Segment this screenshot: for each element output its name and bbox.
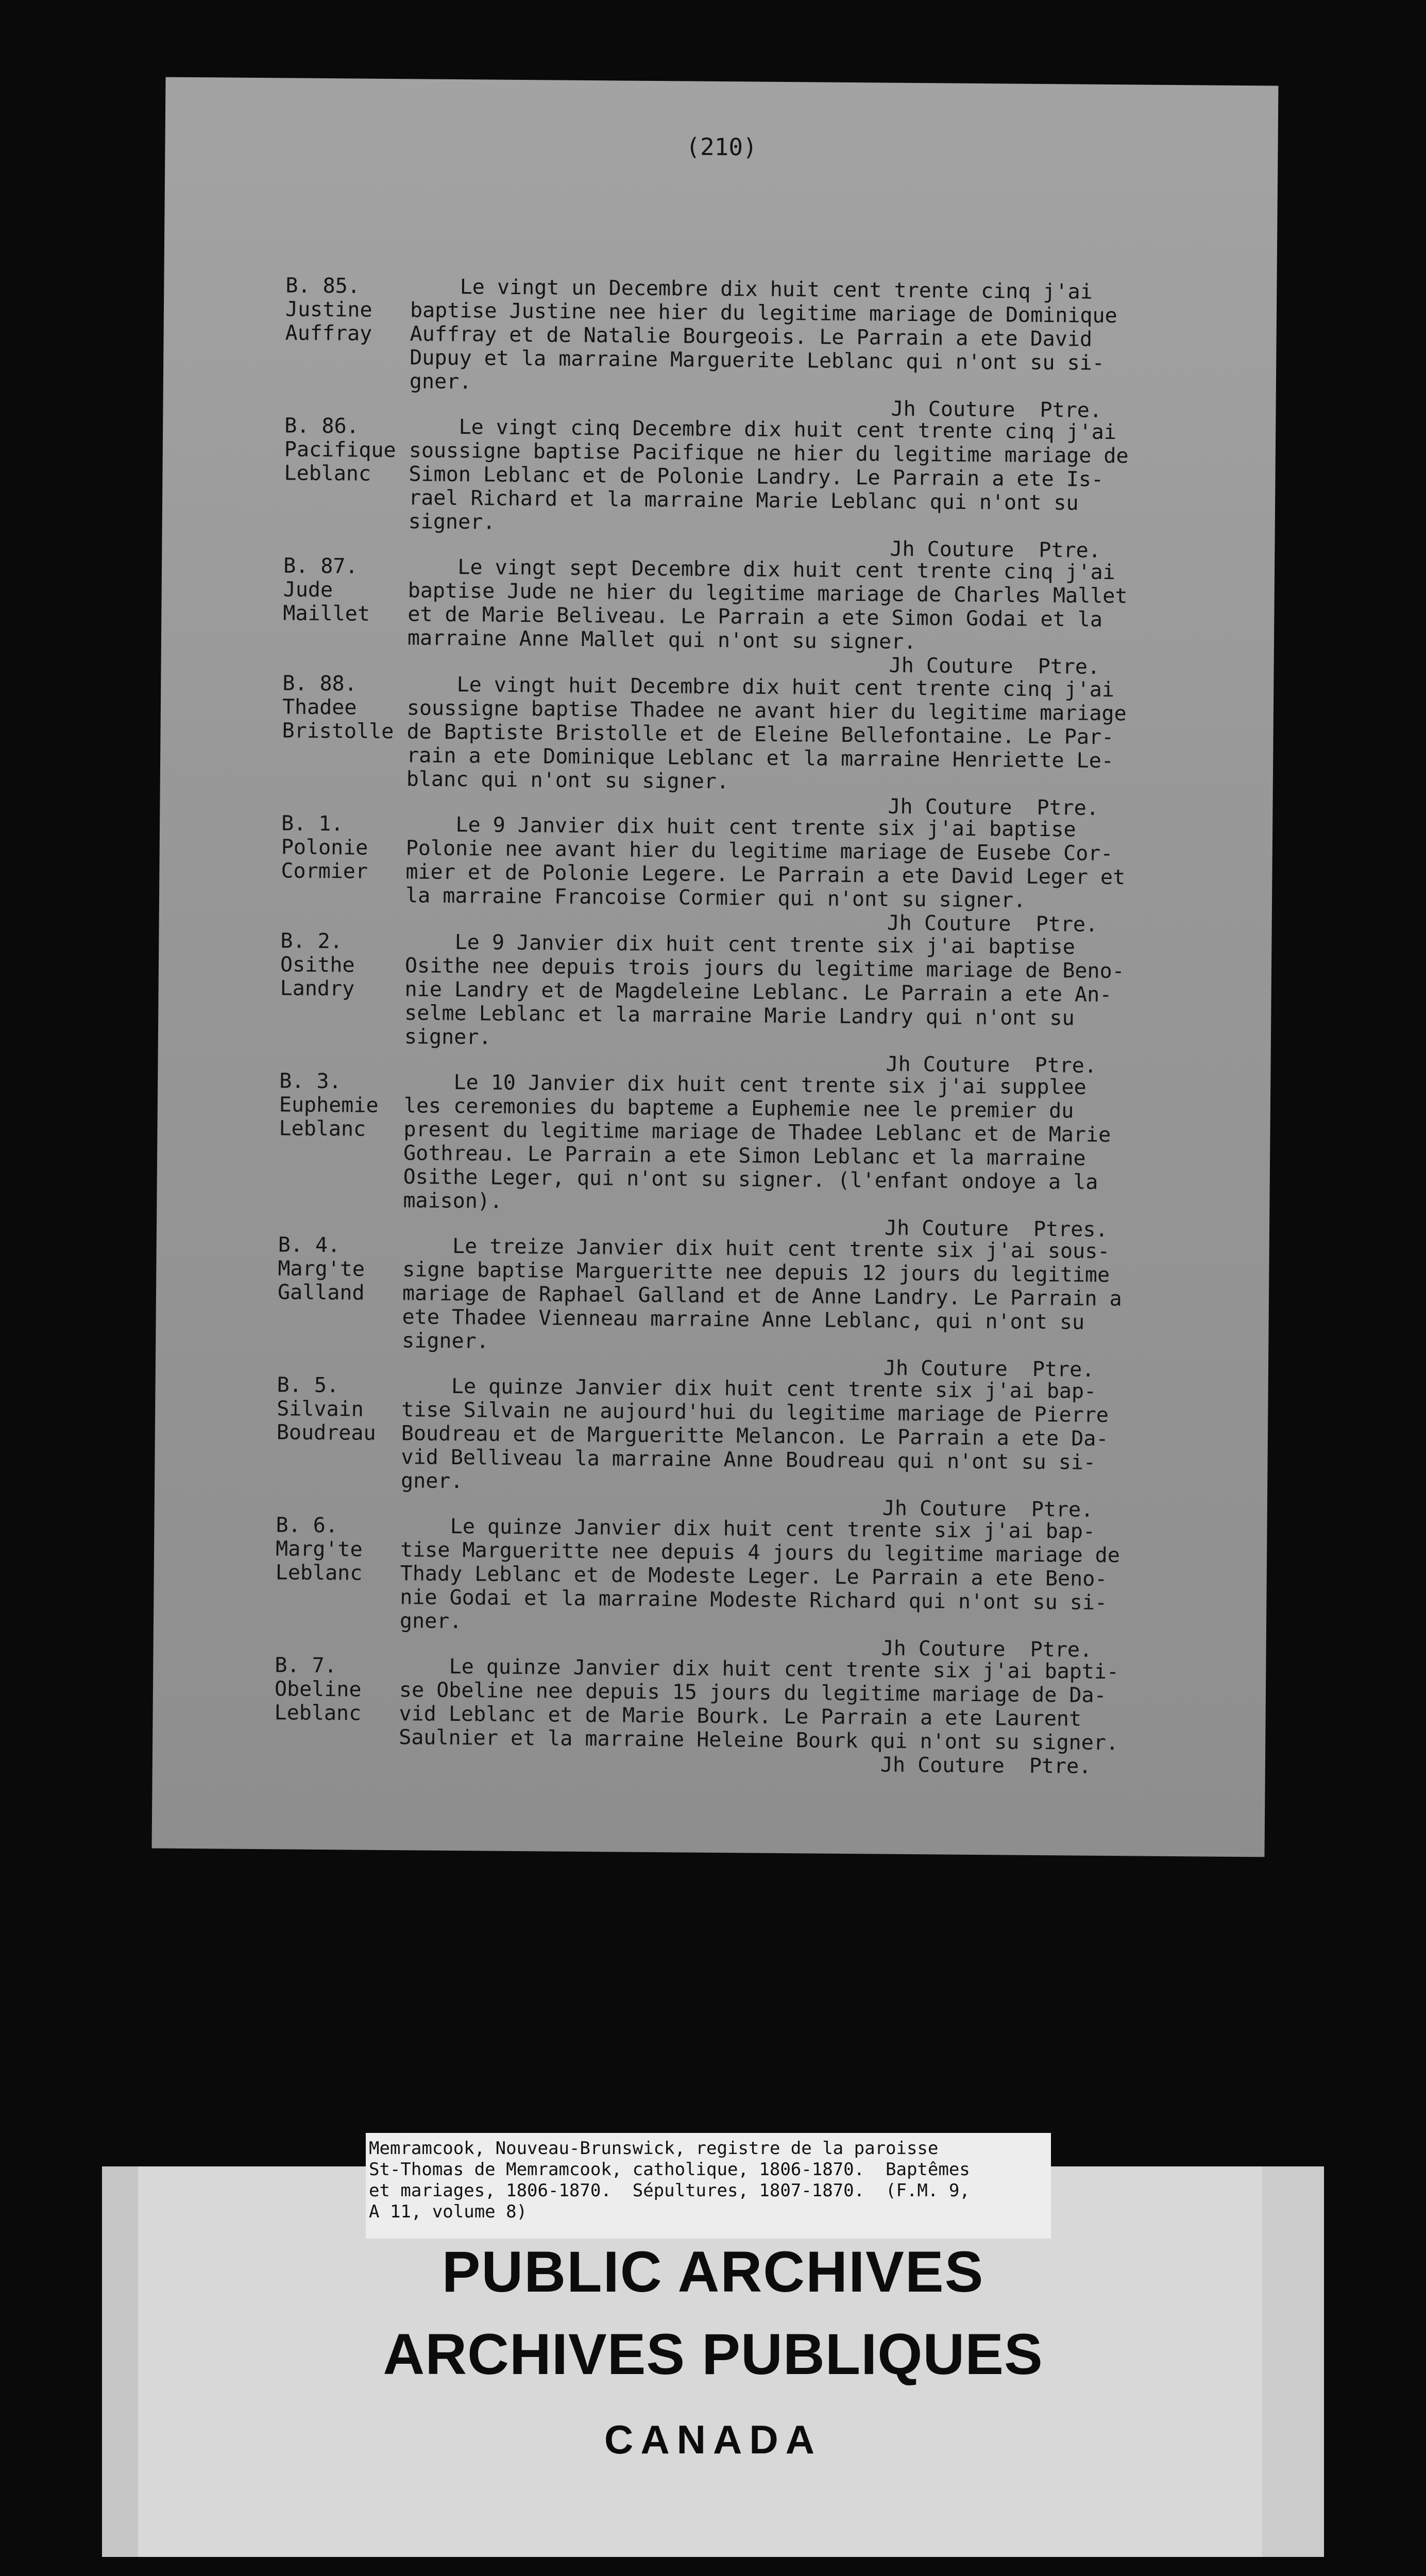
entry-line: gner. [409, 369, 472, 394]
entry-number: B. 1. [281, 811, 344, 836]
entry-number: B. 2. [280, 929, 343, 954]
entry-line: Gothreau. Le Parrain a ete Simon Leblanc et la marraine [403, 1141, 1086, 1171]
entry-line: signe baptise Margueritte nee depuis 12 jours du legitime [402, 1258, 1110, 1287]
archive-country: CANADA [604, 2417, 822, 2462]
entry-label [283, 554, 412, 626]
entry-line: Boudreau et de Margueritte Melancon. Le Parrain a ete Da- [401, 1421, 1109, 1451]
entry-label [274, 1653, 403, 1725]
entry-line: soussigne baptise Pacifique ne hier du legitime mariage de [409, 438, 1129, 468]
entry-number: B. 88. [282, 671, 357, 696]
archive-title-english: PUBLIC ARCHIVES [442, 2240, 984, 2304]
entry-line: les ceremonies du bapteme a Euphemie nee le premier du [403, 1094, 1074, 1123]
entry-line: soussigne baptise Thadee ne avant hier du legitime mariage [406, 696, 1127, 726]
entry-line: maison). [403, 1189, 503, 1213]
entry-number: B. 6. [276, 1513, 338, 1538]
baptism-entry [164, 273, 1277, 422]
entry-label [285, 274, 414, 346]
entry-line: blanc qui n'ont su signer. [406, 767, 729, 794]
entry-line: se Obeline nee depuis 15 jours du legitime mariage de Da- [399, 1678, 1107, 1708]
entry-line: tise Silvain ne aujourd'hui du legitime mariage de Pierre [401, 1398, 1109, 1428]
entry-text [406, 672, 1216, 821]
entry-line: signer. [404, 1025, 491, 1049]
priest-signature: Jh Couture Ptres. [884, 1216, 1108, 1242]
entry-line: nie Godai et la marraine Modeste Richard qui n'ont su si- [400, 1585, 1108, 1615]
entry-line: Dupuy et la marraine Marguerite Leblanc qui n'ont su si- [410, 346, 1105, 375]
entry-given-name: Silvain [277, 1397, 364, 1421]
entry-line: Le vingt cinq Decembre dix huit cent trente cinq j'ai [409, 415, 1117, 445]
entry-label [284, 414, 413, 486]
entry-text [408, 415, 1218, 563]
entry-label [276, 1513, 405, 1585]
entry-given-name: Obeline [274, 1677, 362, 1702]
entry-line: baptise Justine nee hier du legitime mariage de Dominique [410, 298, 1117, 328]
priest-signature: Jh Couture Ptre. [881, 1636, 1093, 1662]
entry-number: B. 5. [277, 1373, 339, 1398]
entry-text [405, 812, 1215, 937]
entry-line: signer. [408, 510, 496, 534]
entry-label [278, 1233, 407, 1305]
entry-line: Simon Leblanc et de Polonie Landry. Le Parrain a ete Is- [409, 462, 1104, 492]
entry-line: rael Richard et la marraine Marie Leblanc qui n'ont su [408, 486, 1079, 515]
caption-line: A 11, volume 8) [369, 2201, 528, 2222]
priest-signature: Jh Couture Ptre. [886, 1052, 1097, 1078]
entry-surname: Boudreau [276, 1420, 376, 1445]
entry-line: Osithe nee depuis trois jours du legitime mariage de Beno- [404, 954, 1125, 984]
entry-line: de Baptiste Bristolle et de Eleine Bellefontaine. Le Par- [406, 720, 1114, 750]
entry-surname: Leblanc [279, 1116, 366, 1141]
entry-line: Osithe Leger, qui n'ont su signer. (l'enfant ondoye a la [403, 1165, 1098, 1194]
entry-line: Le vingt sept Decembre dix huit cent trente cinq j'ai [408, 555, 1115, 585]
entry-given-name: Marg'te [278, 1257, 365, 1281]
entry-number: B. 4. [278, 1233, 341, 1258]
entry-line: Le vingt huit Decembre dix huit cent trente cinq j'ai [407, 672, 1115, 702]
entry-line: Le quinze Janvier dix huit cent trente six j'ai bap- [401, 1374, 1097, 1403]
entry-label [279, 1069, 408, 1141]
entry-number: B. 87. [283, 554, 358, 579]
priest-signature: Jh Couture Ptre. [891, 397, 1102, 422]
priest-signature: Jh Couture Ptre. [888, 794, 1099, 820]
reference-caption [366, 2133, 1051, 2239]
entry-line: mariage de Raphael Galland et de Anne Landry. Le Parrain a [402, 1281, 1122, 1311]
caption-line: St-Thomas de Memramcook, catholique, 1806-1870. Baptêmes [369, 2159, 970, 2180]
page-number: (210) [686, 132, 757, 161]
entry-line: Le quinze Janvier dix huit cent trente six j'ai bap- [400, 1514, 1096, 1544]
entry-line: ete Thadee Vienneau marraine Anne Leblanc, qui n'ont su [402, 1305, 1085, 1334]
entry-given-name: Osithe [280, 953, 355, 977]
entry-text [399, 1514, 1209, 1663]
entry-text [399, 1654, 1209, 1779]
entry-given-name: Thadee [282, 695, 357, 720]
caption-line: et mariages, 1806-1870. Sépultures, 1807-1870. (F.M. 9, [369, 2180, 970, 2201]
entry-line: Auffray et de Natalie Bourgeois. Le Parrain a ete David [410, 322, 1093, 351]
entry-line: present du legitime mariage de Thadee Leblanc et de Marie [403, 1117, 1111, 1147]
entry-line: tise Margueritte nee depuis 4 jours du legitime mariage de [400, 1538, 1120, 1568]
entry-label [281, 811, 410, 884]
entry-line: nie Landry et de Magdeleine Leblanc. Le Parrain a ete An- [404, 977, 1112, 1007]
entry-number: B. 86. [284, 414, 359, 438]
entry-line: Le vingt un Decembre dix huit cent trente cinq j'ai [410, 275, 1093, 304]
entry-line: rain a ete Dominique Leblanc et la marraine Henriette Le- [406, 743, 1114, 773]
entry-line: Polonie nee avant hier du legitime mariage de Eusebe Cor- [405, 836, 1113, 866]
entry-line: la marraine Francoise Cormier qui n'ont su signer. [405, 884, 1026, 912]
priest-signature: Jh Couture Ptre. [880, 1753, 1092, 1778]
entry-surname: Auffray [285, 321, 372, 346]
entry-line: gner. [399, 1609, 462, 1634]
archive-title-french: ARCHIVES PUBLIQUES [383, 2322, 1043, 2386]
entry-given-name: Euphemie [279, 1093, 379, 1117]
entry-text [409, 275, 1219, 423]
entry-text [401, 1374, 1211, 1522]
entry-line: Le treize Janvier dix huit cent trente six j'ai sous- [402, 1234, 1110, 1264]
priest-signature: Jh Couture Ptre. [882, 1496, 1094, 1522]
entry-text [403, 1070, 1213, 1242]
register-page [152, 77, 1279, 1857]
entry-label [277, 1373, 406, 1445]
entry-line: Le 10 Janvier dix huit cent trente six j'ai supplee [404, 1070, 1087, 1099]
entry-text [407, 555, 1217, 680]
entry-line: Thady Leblanc et de Modeste Leger. Le Parrain a ete Beno- [400, 1562, 1108, 1591]
caption-line: Memramcook, Nouveau-Brunswick, registre de la paroisse [369, 2138, 939, 2159]
entry-line: signer. [402, 1329, 489, 1353]
entry-surname: Galland [277, 1280, 365, 1305]
entry-line: baptise Jude ne hier du legitime mariage de Charles Mallet [408, 579, 1128, 608]
entry-surname: Leblanc [274, 1701, 362, 1725]
priest-signature: Jh Couture Ptre. [889, 653, 1100, 679]
entry-line: et de Marie Beliveau. Le Parrain a ete Simon Godai et la [408, 602, 1103, 632]
entry-line: mier et de Polonie Legere. Le Parrain a ete David Leger et [405, 860, 1126, 890]
entry-number: B. 3. [279, 1069, 342, 1094]
entry-surname: Leblanc [275, 1561, 363, 1585]
entry-line: Le quinze Janvier dix huit cent trente six j'ai bapti- [399, 1654, 1119, 1684]
entry-surname: Cormier [281, 859, 368, 884]
entry-given-name: Jude [283, 578, 333, 602]
entry-line: Le 9 Janvier dix huit cent trente six j'ai baptise [405, 812, 1076, 842]
entry-line: vid Leblanc et de Marie Bourk. Le Parrain a ete Laurent [399, 1702, 1082, 1731]
entry-text [402, 1234, 1212, 1382]
priest-signature: Jh Couture Ptre. [883, 1356, 1095, 1382]
entry-surname: Leblanc [284, 461, 371, 486]
entry-number: B. 7. [275, 1653, 337, 1678]
entry-surname: Maillet [283, 601, 370, 626]
entry-line: selme Leblanc et la marraine Marie Landry qui n'ont su [404, 1001, 1075, 1030]
entry-given-name: Pacifique [284, 437, 396, 463]
entry-surname: Bristolle [282, 719, 394, 744]
entry-line: gner. [400, 1469, 463, 1494]
priest-signature: Jh Couture Ptre. [890, 537, 1101, 563]
entry-given-name: Marg'te [275, 1537, 363, 1562]
entry-surname: Landry [280, 976, 355, 1001]
entry-given-name: Polonie [281, 835, 368, 860]
entry-line: Le 9 Janvier dix huit cent trente six j'ai baptise [405, 930, 1075, 959]
entry-text [404, 930, 1214, 1078]
priest-signature: Jh Couture Ptre. [887, 911, 1098, 937]
entry-line: Saulnier et la marraine Heleine Bourk qui n'ont su signer. [399, 1725, 1119, 1755]
entry-number: B. 85. [285, 274, 361, 298]
entry-line: marraine Anne Mallet qui n'ont su signer. [407, 626, 916, 654]
entry-label [280, 929, 409, 1001]
entry-given-name: Justine [285, 297, 372, 322]
entry-label [282, 671, 411, 743]
entry-line: vid Belliveau la marraine Anne Boudreau qui n'ont su si- [401, 1445, 1096, 1475]
